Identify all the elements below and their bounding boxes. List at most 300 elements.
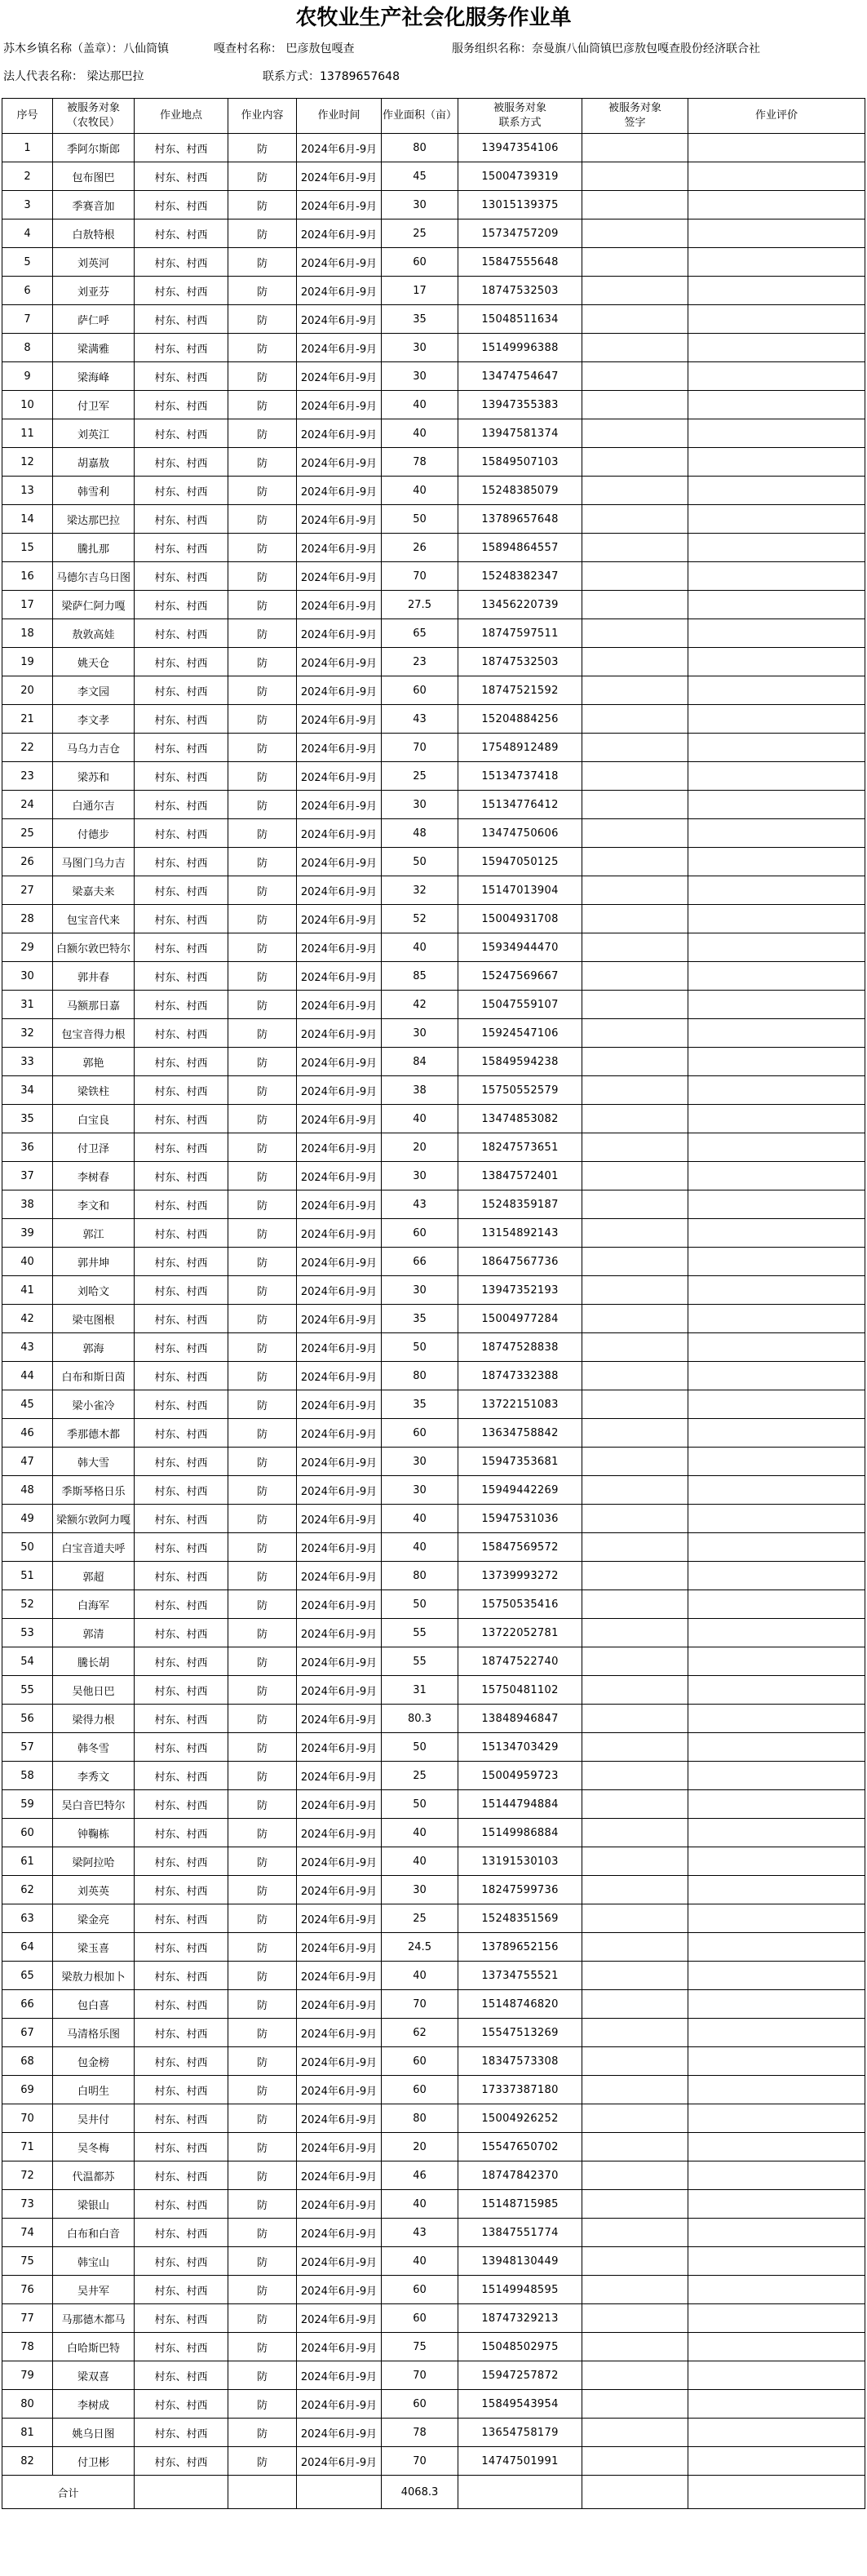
cell-recipient-contact: 13947581374 [458, 419, 582, 448]
table-row [2, 648, 865, 676]
cell-work-content: 防 [228, 219, 297, 248]
cell-work-evaluation[interactable] [688, 1333, 865, 1362]
table-row [2, 1362, 865, 1390]
cell-recipient-contact: 13154892143 [458, 1219, 582, 1248]
cell-work-time: 2024年6月-9月 [297, 191, 382, 219]
cell-service-recipient: 白布和斯日茵 [53, 1362, 135, 1390]
table-row [2, 905, 865, 933]
cell-recipient-signature[interactable] [582, 1048, 688, 1076]
cell-work-evaluation[interactable] [688, 1562, 865, 1590]
cell-recipient-signature[interactable] [582, 648, 688, 676]
cell-recipient-signature[interactable] [582, 305, 688, 334]
cell-work-evaluation[interactable] [688, 2076, 865, 2104]
cell-recipient-signature[interactable] [582, 534, 688, 562]
cell-work-location: 村东、村西 [135, 1533, 228, 1562]
cell-work-evaluation[interactable] [688, 534, 865, 562]
cell-work-area: 25 [382, 1904, 458, 1933]
cell-work-time: 2024年6月-9月 [297, 1248, 382, 1276]
cell-seq: 52 [2, 1590, 53, 1619]
cell-work-evaluation[interactable] [688, 619, 865, 648]
cell-work-time: 2024年6月-9月 [297, 1419, 382, 1448]
cell-recipient-signature[interactable] [582, 1248, 688, 1276]
table-row [2, 762, 865, 791]
cell-work-area: 65 [382, 619, 458, 648]
cell-work-location: 村东、村西 [135, 791, 228, 819]
service-org-name: 服务组织名称：奈曼旗八仙筒镇巴彦敖包嘎查股份经济联合社 [452, 42, 760, 55]
cell-recipient-signature[interactable] [582, 2390, 688, 2419]
cell-work-evaluation[interactable] [688, 1990, 865, 2019]
cell-work-evaluation[interactable] [688, 305, 865, 334]
table-row [2, 933, 865, 962]
cell-work-area: 40 [382, 1962, 458, 1990]
cell-work-evaluation[interactable] [688, 591, 865, 619]
cell-recipient-signature[interactable] [582, 277, 688, 305]
cell-work-time: 2024年6月-9月 [297, 734, 382, 762]
cell-service-recipient: 萨仁呼 [53, 305, 135, 334]
cell-recipient-signature[interactable] [582, 1819, 688, 1847]
cell-work-content: 防 [228, 933, 297, 962]
cell-recipient-signature[interactable] [582, 819, 688, 848]
cell-work-evaluation[interactable] [688, 1390, 865, 1419]
cell-recipient-signature[interactable] [582, 2133, 688, 2161]
cell-work-location: 村东、村西 [135, 391, 228, 419]
cell-recipient-signature[interactable] [582, 1733, 688, 1762]
cell-recipient-signature[interactable] [582, 2247, 688, 2276]
cell-recipient-contact: 15004977284 [458, 1305, 582, 1333]
cell-work-evaluation[interactable] [688, 705, 865, 734]
cell-work-evaluation[interactable] [688, 1705, 865, 1733]
cell-recipient-signature[interactable] [582, 1162, 688, 1190]
cell-work-evaluation[interactable] [688, 362, 865, 391]
cell-recipient-signature[interactable] [582, 2219, 688, 2247]
cell-work-evaluation[interactable] [688, 1847, 865, 1876]
cell-work-evaluation[interactable] [688, 248, 865, 277]
cell-recipient-signature[interactable] [582, 419, 688, 448]
cell-work-time: 2024年6月-9月 [297, 705, 382, 734]
cell-recipient-signature[interactable] [582, 1448, 688, 1476]
cell-recipient-signature[interactable] [582, 848, 688, 876]
cell-work-evaluation[interactable] [688, 2276, 865, 2304]
cell-work-location: 村东、村西 [135, 1019, 228, 1048]
cell-work-evaluation[interactable] [688, 1533, 865, 1562]
cell-recipient-contact: 13734755521 [458, 1962, 582, 1990]
table-row [2, 619, 865, 648]
cell-work-evaluation[interactable] [688, 1790, 865, 1819]
cell-recipient-signature[interactable] [582, 191, 688, 219]
cell-work-time: 2024年6月-9月 [297, 1647, 382, 1676]
cell-work-evaluation[interactable] [688, 1676, 865, 1705]
cell-work-location: 村东、村西 [135, 2133, 228, 2161]
table-row [2, 1476, 865, 1505]
cell-work-evaluation[interactable] [688, 1733, 865, 1762]
cell-service-recipient: 梁得力根 [53, 1705, 135, 1733]
cell-recipient-signature[interactable] [582, 762, 688, 791]
cell-work-location: 村东、村西 [135, 334, 228, 362]
cell-work-evaluation[interactable] [688, 2247, 865, 2276]
cell-recipient-signature[interactable] [582, 1133, 688, 1162]
cell-service-recipient: 白额尔敦巴特尔 [53, 933, 135, 962]
cell-work-content: 防 [228, 2104, 297, 2133]
table-row [2, 191, 865, 219]
cell-seq: 44 [2, 1362, 53, 1390]
cell-work-evaluation[interactable] [688, 1162, 865, 1190]
cell-recipient-signature[interactable] [582, 562, 688, 591]
cell-service-recipient: 白布和白音 [53, 2219, 135, 2247]
cell-recipient-signature[interactable] [582, 2190, 688, 2219]
cell-work-evaluation[interactable] [688, 334, 865, 362]
cell-recipient-signature[interactable] [582, 1362, 688, 1390]
cell-work-evaluation[interactable] [688, 1933, 865, 1962]
cell-seq: 45 [2, 1390, 53, 1419]
cell-work-evaluation[interactable] [688, 2219, 865, 2247]
cell-seq: 78 [2, 2333, 53, 2361]
cell-recipient-signature[interactable] [582, 905, 688, 933]
cell-service-recipient: 胡嘉敖 [53, 448, 135, 477]
cell-recipient-contact: 15248359187 [458, 1190, 582, 1219]
cell-work-location: 村东、村西 [135, 2219, 228, 2247]
cell-work-location: 村东、村西 [135, 1819, 228, 1847]
cell-work-time: 2024年6月-9月 [297, 391, 382, 419]
cell-recipient-signature[interactable] [582, 134, 688, 162]
cell-work-evaluation[interactable] [688, 933, 865, 962]
cell-recipient-signature[interactable] [582, 2047, 688, 2076]
cell-work-evaluation[interactable] [688, 2104, 865, 2133]
cell-work-content: 防 [228, 734, 297, 762]
cell-recipient-signature[interactable] [582, 391, 688, 419]
cell-work-time: 2024年6月-9月 [297, 2419, 382, 2447]
cell-work-evaluation[interactable] [688, 876, 865, 905]
cell-recipient-signature[interactable] [582, 734, 688, 762]
cell-seq: 64 [2, 1933, 53, 1962]
cell-seq: 72 [2, 2161, 53, 2190]
cell-recipient-signature[interactable] [582, 791, 688, 819]
cell-work-evaluation[interactable] [688, 134, 865, 162]
cell-work-evaluation[interactable] [688, 1505, 865, 1533]
cell-work-evaluation[interactable] [688, 648, 865, 676]
cell-work-location: 村东、村西 [135, 1390, 228, 1419]
cell-work-evaluation[interactable] [688, 848, 865, 876]
cell-work-evaluation[interactable] [688, 1876, 865, 1904]
cell-work-area: 40 [382, 1105, 458, 1133]
cell-recipient-signature[interactable] [582, 1076, 688, 1105]
cell-work-content: 防 [228, 1790, 297, 1819]
cell-seq: 28 [2, 905, 53, 933]
cell-work-evaluation[interactable] [688, 2019, 865, 2047]
cell-work-area: 80 [382, 134, 458, 162]
cell-recipient-signature[interactable] [582, 448, 688, 477]
cell-work-evaluation[interactable] [688, 1248, 865, 1276]
cell-work-evaluation[interactable] [688, 477, 865, 505]
table-row [2, 991, 865, 1019]
cell-work-time: 2024年6月-9月 [297, 534, 382, 562]
cell-work-evaluation[interactable] [688, 1448, 865, 1476]
cell-recipient-signature[interactable] [582, 2419, 688, 2447]
cell-recipient-signature[interactable] [582, 219, 688, 248]
cell-recipient-signature[interactable] [582, 162, 688, 191]
cell-work-time: 2024年6月-9月 [297, 2047, 382, 2076]
cell-recipient-signature[interactable] [582, 876, 688, 905]
cell-work-content: 防 [228, 1876, 297, 1904]
cell-work-evaluation[interactable] [688, 2304, 865, 2333]
cell-work-evaluation[interactable] [688, 1904, 865, 1933]
cell-work-content: 防 [228, 1105, 297, 1133]
cell-recipient-signature[interactable] [582, 1590, 688, 1619]
column-header-service-recipient: 被服务对象 （农牧民） [53, 99, 135, 134]
cell-work-evaluation[interactable] [688, 505, 865, 534]
cell-work-evaluation[interactable] [688, 1190, 865, 1219]
cell-recipient-signature[interactable] [582, 2019, 688, 2047]
cell-recipient-signature[interactable] [582, 2361, 688, 2390]
cell-work-evaluation[interactable] [688, 419, 865, 448]
cell-work-evaluation[interactable] [688, 2390, 865, 2419]
cell-work-content: 防 [228, 1219, 297, 1248]
cell-work-area: 70 [382, 562, 458, 591]
cell-recipient-signature[interactable] [582, 1676, 688, 1705]
cell-seq: 71 [2, 2133, 53, 2161]
cell-work-location: 村东、村西 [135, 134, 228, 162]
cell-recipient-signature[interactable] [582, 1505, 688, 1533]
cell-recipient-contact: 15004931708 [458, 905, 582, 933]
cell-recipient-contact: 15247569667 [458, 962, 582, 991]
cell-work-content: 防 [228, 591, 297, 619]
cell-work-content: 防 [228, 1276, 297, 1305]
total-area: 4068.3 [382, 2476, 458, 2509]
cell-work-time: 2024年6月-9月 [297, 1790, 382, 1819]
cell-recipient-signature[interactable] [582, 1847, 688, 1876]
cell-work-evaluation[interactable] [688, 2133, 865, 2161]
cell-recipient-signature[interactable] [582, 248, 688, 277]
cell-work-time: 2024年6月-9月 [297, 2104, 382, 2133]
cell-work-time: 2024年6月-9月 [297, 2361, 382, 2390]
table-row [2, 1390, 865, 1419]
cell-work-time: 2024年6月-9月 [297, 1562, 382, 1590]
cell-recipient-signature[interactable] [582, 2333, 688, 2361]
cell-work-evaluation[interactable] [688, 905, 865, 933]
cell-work-content: 防 [228, 1362, 297, 1390]
cell-work-content: 防 [228, 448, 297, 477]
cell-recipient-signature[interactable] [582, 505, 688, 534]
cell-work-evaluation[interactable] [688, 2047, 865, 2076]
cell-work-location: 村东、村西 [135, 2047, 228, 2076]
cell-work-location: 村东、村西 [135, 1105, 228, 1133]
table-row [2, 2104, 865, 2133]
cell-service-recipient: 梁苏和 [53, 762, 135, 791]
cell-recipient-signature[interactable] [582, 1333, 688, 1362]
cell-seq: 48 [2, 1476, 53, 1505]
cell-work-evaluation[interactable] [688, 1619, 865, 1647]
cell-service-recipient: 梁敖力根加卜 [53, 1962, 135, 1990]
cell-recipient-signature[interactable] [582, 1790, 688, 1819]
cell-work-location: 村东、村西 [135, 277, 228, 305]
cell-recipient-signature[interactable] [582, 2276, 688, 2304]
cell-work-area: 43 [382, 1190, 458, 1219]
cell-work-evaluation[interactable] [688, 1819, 865, 1847]
cell-recipient-contact: 13789657648 [458, 505, 582, 534]
cell-recipient-signature[interactable] [582, 1476, 688, 1505]
cell-work-content: 防 [228, 305, 297, 334]
cell-work-location: 村东、村西 [135, 219, 228, 248]
cell-service-recipient: 敖敦高娃 [53, 619, 135, 648]
cell-work-evaluation[interactable] [688, 819, 865, 848]
cell-work-evaluation[interactable] [688, 791, 865, 819]
cell-work-evaluation[interactable] [688, 762, 865, 791]
cell-seq: 57 [2, 1733, 53, 1762]
cell-work-evaluation[interactable] [688, 1419, 865, 1448]
cell-work-area: 40 [382, 391, 458, 419]
cell-work-evaluation[interactable] [688, 1019, 865, 1048]
cell-work-evaluation[interactable] [688, 2333, 865, 2361]
cell-work-evaluation[interactable] [688, 734, 865, 762]
cell-recipient-signature[interactable] [582, 1876, 688, 1904]
table-row [2, 219, 865, 248]
cell-work-area: 26 [382, 534, 458, 562]
cell-work-evaluation[interactable] [688, 2361, 865, 2390]
cell-recipient-signature[interactable] [582, 991, 688, 1019]
cell-recipient-signature[interactable] [582, 619, 688, 648]
cell-seq: 2 [2, 162, 53, 191]
cell-recipient-signature[interactable] [582, 1647, 688, 1676]
cell-work-evaluation[interactable] [688, 1647, 865, 1676]
cell-work-content: 防 [228, 2219, 297, 2247]
cell-recipient-signature[interactable] [582, 334, 688, 362]
cell-recipient-signature[interactable] [582, 1619, 688, 1647]
cell-work-evaluation[interactable] [688, 1962, 865, 1990]
cell-work-evaluation[interactable] [688, 191, 865, 219]
table-row [2, 2161, 865, 2190]
cell-work-area: 66 [382, 1248, 458, 1276]
cell-work-evaluation[interactable] [688, 1762, 865, 1790]
cell-recipient-signature[interactable] [582, 1705, 688, 1733]
cell-seq: 5 [2, 248, 53, 277]
cell-work-evaluation[interactable] [688, 962, 865, 991]
cell-recipient-signature[interactable] [582, 1190, 688, 1219]
cell-work-evaluation[interactable] [688, 2161, 865, 2190]
cell-work-content: 防 [228, 1333, 297, 1362]
cell-work-evaluation[interactable] [688, 1133, 865, 1162]
cell-recipient-signature[interactable] [582, 2076, 688, 2104]
cell-recipient-signature[interactable] [582, 1533, 688, 1562]
cell-seq: 60 [2, 1819, 53, 1847]
cell-work-location: 村东、村西 [135, 933, 228, 962]
cell-service-recipient: 白宝良 [53, 1105, 135, 1133]
cell-recipient-signature[interactable] [582, 2104, 688, 2133]
cell-recipient-signature[interactable] [582, 1105, 688, 1133]
cell-work-location: 村东、村西 [135, 619, 228, 648]
cell-work-content: 防 [228, 991, 297, 1019]
cell-service-recipient: 韩冬雪 [53, 1733, 135, 1762]
cell-recipient-signature[interactable] [582, 362, 688, 391]
cell-recipient-signature[interactable] [582, 1962, 688, 1990]
table-row [2, 1019, 865, 1048]
cell-recipient-signature[interactable] [582, 962, 688, 991]
cell-recipient-signature[interactable] [582, 591, 688, 619]
cell-recipient-signature[interactable] [582, 1762, 688, 1790]
cell-work-area: 30 [382, 191, 458, 219]
table-row [2, 1762, 865, 1790]
cell-recipient-signature[interactable] [582, 1276, 688, 1305]
cell-work-evaluation[interactable] [688, 2190, 865, 2219]
total-empty-cell [458, 2476, 582, 2509]
cell-recipient-signature[interactable] [582, 1019, 688, 1048]
cell-work-evaluation[interactable] [688, 2447, 865, 2476]
cell-work-evaluation[interactable] [688, 1219, 865, 1248]
table-row [2, 248, 865, 277]
cell-work-evaluation[interactable] [688, 391, 865, 419]
page-title: 农牧业生产社会化服务作业单 [295, 6, 572, 30]
cell-work-content: 防 [228, 1762, 297, 1790]
cell-recipient-signature[interactable] [582, 705, 688, 734]
cell-work-area: 43 [382, 705, 458, 734]
cell-work-location: 村东、村西 [135, 1562, 228, 1590]
cell-work-time: 2024年6月-9月 [297, 991, 382, 1019]
cell-recipient-signature[interactable] [582, 1219, 688, 1248]
table-row [2, 1305, 865, 1333]
cell-work-area: 70 [382, 734, 458, 762]
cell-work-evaluation[interactable] [688, 1590, 865, 1619]
table-row [2, 734, 865, 762]
cell-recipient-signature[interactable] [582, 477, 688, 505]
cell-work-evaluation[interactable] [688, 448, 865, 477]
cell-work-evaluation[interactable] [688, 1276, 865, 1305]
cell-work-time: 2024年6月-9月 [297, 1390, 382, 1419]
cell-work-evaluation[interactable] [688, 1362, 865, 1390]
cell-work-evaluation[interactable] [688, 219, 865, 248]
cell-work-area: 70 [382, 2361, 458, 2390]
cell-work-evaluation[interactable] [688, 162, 865, 191]
cell-work-time: 2024年6月-9月 [297, 2190, 382, 2219]
cell-recipient-signature[interactable] [582, 2447, 688, 2476]
cell-work-evaluation[interactable] [688, 1076, 865, 1105]
cell-recipient-signature[interactable] [582, 676, 688, 705]
cell-recipient-signature[interactable] [582, 1562, 688, 1590]
cell-recipient-signature[interactable] [582, 1933, 688, 1962]
table-row [2, 477, 865, 505]
cell-work-evaluation[interactable] [688, 562, 865, 591]
cell-work-evaluation[interactable] [688, 991, 865, 1019]
cell-service-recipient: 梁玉喜 [53, 1933, 135, 1962]
cell-work-content: 防 [228, 2276, 297, 2304]
cell-work-evaluation[interactable] [688, 1105, 865, 1133]
cell-work-content: 防 [228, 1162, 297, 1190]
cell-service-recipient: 李文和 [53, 1190, 135, 1219]
cell-work-evaluation[interactable] [688, 1476, 865, 1505]
cell-recipient-signature[interactable] [582, 1419, 688, 1448]
cell-work-area: 32 [382, 876, 458, 905]
cell-work-content: 防 [228, 1705, 297, 1733]
cell-recipient-signature[interactable] [582, 933, 688, 962]
cell-work-area: 60 [382, 248, 458, 277]
cell-recipient-contact: 15947531036 [458, 1505, 582, 1533]
cell-recipient-signature[interactable] [582, 1904, 688, 1933]
cell-recipient-signature[interactable] [582, 1305, 688, 1333]
cell-recipient-signature[interactable] [582, 2161, 688, 2190]
cell-seq: 19 [2, 648, 53, 676]
cell-service-recipient: 郭井坤 [53, 1248, 135, 1276]
cell-seq: 74 [2, 2219, 53, 2247]
cell-work-evaluation[interactable] [688, 277, 865, 305]
cell-recipient-signature[interactable] [582, 1390, 688, 1419]
cell-recipient-contact: 13722052781 [458, 1619, 582, 1647]
cell-work-evaluation[interactable] [688, 1048, 865, 1076]
cell-work-evaluation[interactable] [688, 676, 865, 705]
cell-recipient-contact: 13191530103 [458, 1847, 582, 1876]
cell-recipient-signature[interactable] [582, 2304, 688, 2333]
cell-work-evaluation[interactable] [688, 1305, 865, 1333]
cell-recipient-signature[interactable] [582, 1990, 688, 2019]
cell-work-content: 防 [228, 619, 297, 648]
cell-work-evaluation[interactable] [688, 2419, 865, 2447]
cell-work-location: 村东、村西 [135, 362, 228, 391]
